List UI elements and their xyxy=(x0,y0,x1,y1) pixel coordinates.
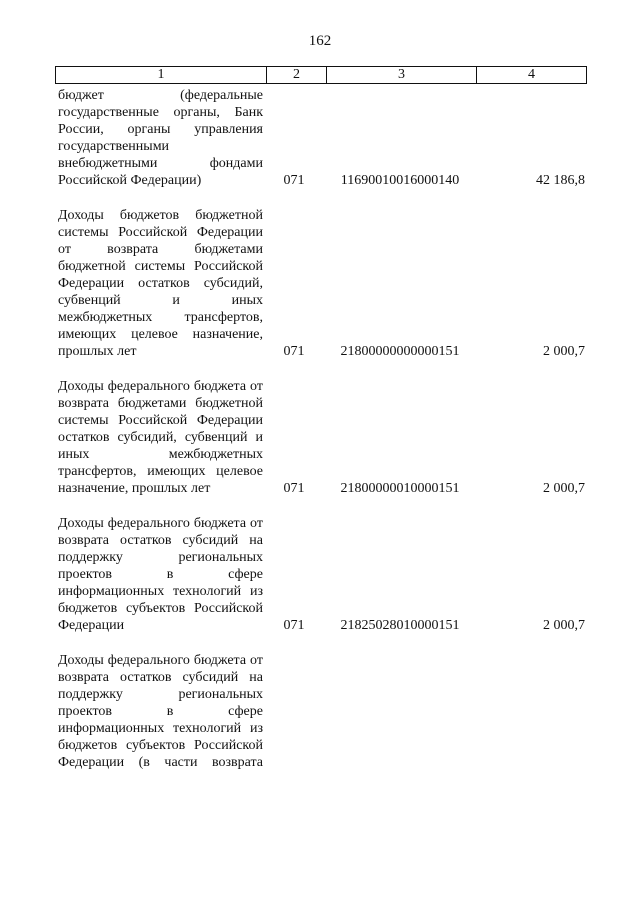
row-name: Доходы федерального бюджета от возврата бюджетами бюджетной системы Российской Федерации остатков субсидий, субвенций и иных межбюджетных трансфертов, имеющих целевое назначение, прошлых лет xyxy=(58,379,263,496)
row-admin-code: 071 xyxy=(283,618,305,633)
page-number: 162 xyxy=(308,33,332,49)
row-class-code: 21800000000000151 xyxy=(340,344,460,359)
column-header-3: 3 xyxy=(326,67,476,83)
table-row xyxy=(55,378,587,497)
table-row xyxy=(55,652,587,771)
column-header-2: 2 xyxy=(266,67,326,83)
row-name: Доходы бюджетов бюджетной системы Российской Федерации от возврата бюджетами бюджетной системы Российской Федерации остатков субсидий, субвенций и иных межбюджетных трансфертов, имеющих целевое назначение, прошлых лет xyxy=(58,208,263,359)
row-class-code: 21800000010000151 xyxy=(340,481,460,496)
row-amount: 2 000,7 xyxy=(543,618,585,633)
row-class-code: 11690010016000140 xyxy=(340,173,460,188)
column-header-4: 4 xyxy=(476,67,586,83)
row-admin-code: 071 xyxy=(283,173,305,188)
row-name: Доходы федерального бюджета от возврата остатков субсидий на поддержку региональных проектов в сфере информационных технологий из бюджетов субъектов Российской Федерации (в части возврата xyxy=(58,653,263,770)
row-admin-code: 071 xyxy=(283,481,305,496)
row-admin-code: 071 xyxy=(283,344,305,359)
row-name: Доходы федерального бюджета от возврата остатков субсидий на поддержку региональных проектов в сфере информационных технологий из бюджетов субъектов Российской Федерации xyxy=(58,516,263,633)
row-class-code: 21825028010000151 xyxy=(340,618,460,633)
row-amount: 2 000,7 xyxy=(543,481,585,496)
budget-table xyxy=(55,66,587,771)
table-header-row xyxy=(55,66,587,84)
row-amount: 2 000,7 xyxy=(543,344,585,359)
row-name: бюджет (федеральные государственные органы, Банк России, органы управления государственными внебюджетными фондами Российской Федерации) xyxy=(58,88,263,188)
table-row xyxy=(55,207,587,360)
row-amount: 42 186,8 xyxy=(536,173,585,188)
table-row xyxy=(55,87,587,189)
column-header-1: 1 xyxy=(157,67,165,82)
table-row xyxy=(55,515,587,634)
